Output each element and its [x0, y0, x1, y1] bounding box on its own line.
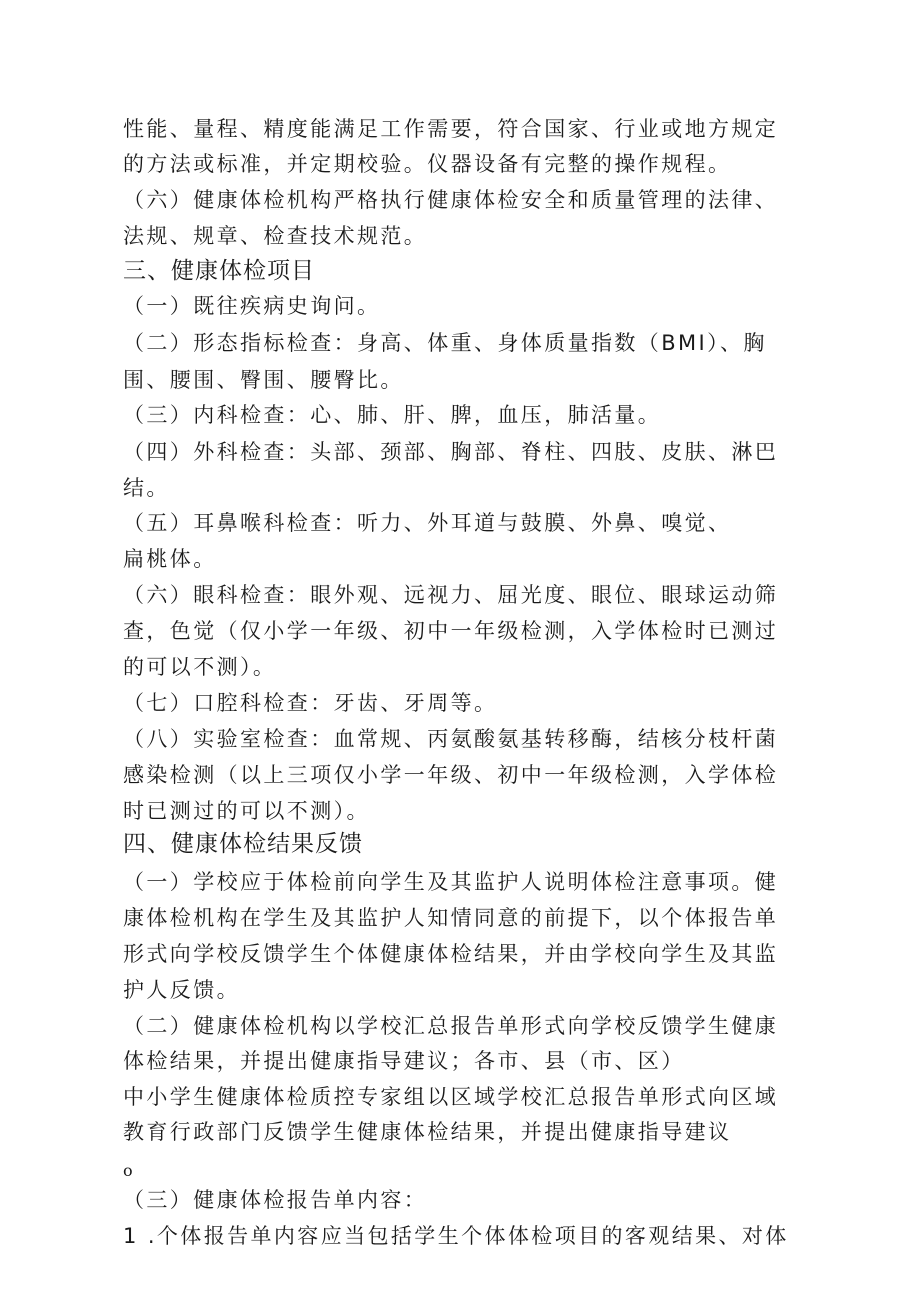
list-item: （五）耳鼻喉科检查：听力、外耳道与鼓膜、外鼻、嗅觉、 — [123, 511, 732, 535]
list-item-continuation: 感染检测（以上三项仅小学一年级、初中一年级检测，入学体检 — [123, 763, 779, 787]
list-item: （三）健康体检报告单内容： — [123, 1188, 428, 1212]
list-item-continuation: 中小学生健康体检质控专家组以区域学校汇总报告单形式向区域 — [123, 1085, 779, 1109]
list-item: （六）眼科检查：眼外观、远视力、屈光度、眼位、眼球运动筛 — [123, 583, 779, 607]
list-item-continuation: 护人反馈。 — [123, 978, 240, 1002]
list-item-continuation: 的可以不测）。 — [123, 655, 277, 679]
stray-period-mark: o — [123, 1161, 133, 1180]
text-line: 法规、规章、检查技术规范。 — [123, 224, 428, 248]
list-item-continuation: 查，色觉（仅小学一年级、初中一年级检测，入学体检时已测过 — [123, 619, 779, 643]
section-heading: 三、健康体检项目 — [123, 258, 315, 284]
list-item-continuation: 教育行政部门反馈学生健康体检结果，并提出健康指导建议 — [123, 1120, 732, 1144]
list-item: 1 .个体报告单内容应当包括学生个体体检项目的客观结果、对体 — [123, 1224, 789, 1248]
list-item-continuation: 扁桃体。 — [123, 547, 217, 571]
list-item-continuation: 康体检机构在学生及其监护人知情同意的前提下，以个体报告单 — [123, 906, 779, 930]
text-line: 性能、量程、精度能满足工作需要，符合国家、行业或地方规定 — [123, 117, 779, 141]
list-item: （三）内科检查：心、肺、肝、脾，血压，肺活量。 — [123, 403, 662, 427]
list-item: （二）健康体检机构以学校汇总报告单形式向学校反馈学生健康 — [123, 1014, 779, 1038]
list-item-continuation: 体检结果，并提出健康指导建议；各市、县（市、区） — [123, 1049, 685, 1073]
list-item: （一）既往疾病史询问。 — [123, 294, 381, 318]
list-item-continuation: 围、腰围、臀围、腰臀比。 — [123, 368, 404, 392]
list-item-continuation: 结。 — [123, 476, 170, 500]
text-line: （六）健康体检机构严格执行健康体检安全和质量管理的法律、 — [123, 188, 779, 212]
list-item-continuation: 时已测过的可以不测）。 — [123, 799, 370, 823]
list-item: （二）形态指标检查：身高、体重、身体质量指数（BMI）、胸 — [123, 331, 767, 355]
list-item: （七）口腔科检查：牙齿、牙周等。 — [123, 691, 498, 715]
list-item: （四）外科检查：头部、颈部、胸部、脊柱、四肢、皮肤、淋巴 — [123, 440, 779, 464]
text-line: 的方法或标准，并定期校验。仪器设备有完整的操作规程。 — [123, 152, 732, 176]
section-heading: 四、健康体检结果反馈 — [123, 831, 363, 857]
list-item-continuation: 形式向学校反馈学生个体健康体检结果，并由学校向学生及其监 — [123, 942, 779, 966]
list-item: （八）实验室检查：血常规、丙氨酸氨基转移酶，结核分枝杆菌 — [123, 727, 779, 751]
list-item: （一）学校应于体检前向学生及其监护人说明体检注意事项。健 — [123, 870, 779, 894]
